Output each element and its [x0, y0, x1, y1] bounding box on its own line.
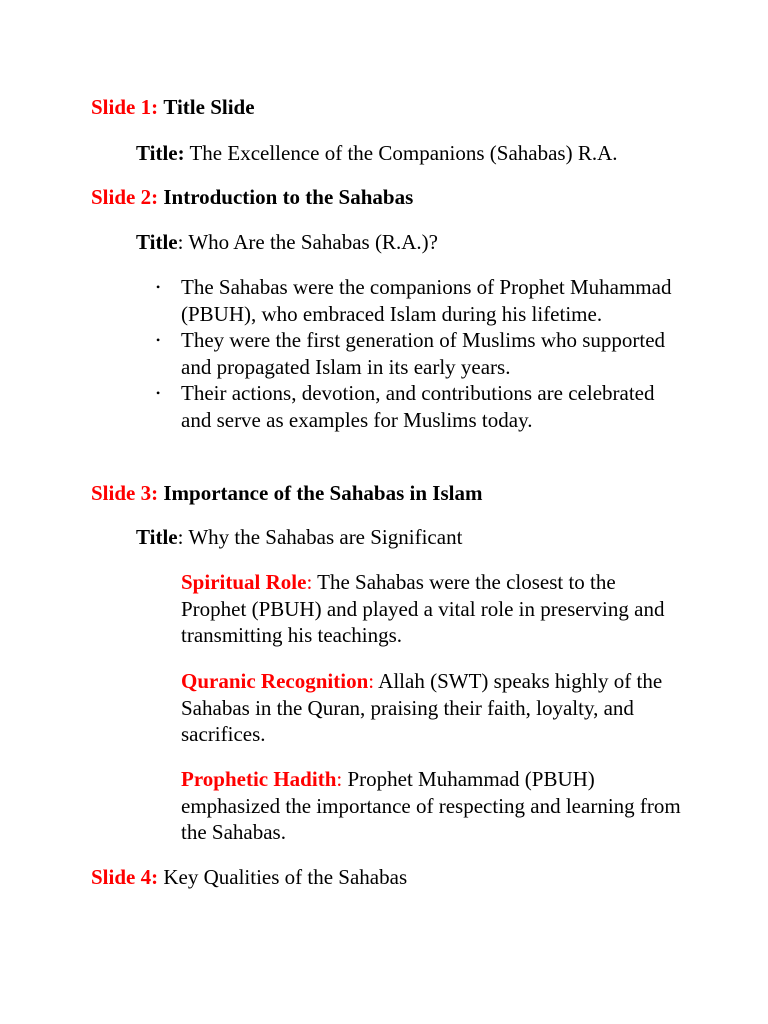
- point-text: The Sahabas were the closest to the Prophet (PBUH) and played a vital role in preserving and transmitting his teachings.: [181, 570, 665, 647]
- slide-heading-text: Title Slide: [163, 95, 255, 119]
- bullet-icon: •: [156, 280, 161, 294]
- slide-2-title: [136, 229, 438, 256]
- slide-1-title: [136, 140, 618, 167]
- point-colon: :: [306, 570, 313, 594]
- list-item-text: Their actions, devotion, and contributions are celebrated and serve as examples for Muslims today.: [181, 381, 655, 432]
- title-label: Title:: [136, 141, 185, 165]
- slide-3-point-quranic-recognition: [181, 668, 681, 748]
- title-label: Title: [136, 230, 178, 254]
- bullet-icon: •: [156, 386, 161, 400]
- slide-heading-text: Importance of the Sahabas in Islam: [163, 481, 483, 505]
- point-label: Quranic Recognition: [181, 669, 369, 693]
- list-item: [156, 327, 681, 380]
- point-colon: :: [336, 767, 343, 791]
- point-colon: :: [368, 669, 375, 693]
- title-text: The Excellence of the Companions (Sahabas) R.A.: [189, 141, 618, 165]
- point-text: Allah (SWT) speaks highly of the Sahabas in the Quran, praising their faith, loyalty, and sacrifices.: [181, 669, 663, 746]
- slide-3-title: [136, 524, 462, 551]
- title-text: : Who Are the Sahabas (R.A.)?: [177, 230, 438, 254]
- list-item-text: They were the first generation of Muslims who supported and propagated Islam in its early years.: [181, 328, 666, 379]
- slide-number: Slide 1:: [91, 95, 159, 119]
- slide-heading-text: Key Qualities of the Sahabas: [163, 865, 408, 889]
- list-item: [156, 274, 681, 327]
- slide-2-heading: [91, 184, 413, 211]
- slide-3-heading: [91, 480, 482, 507]
- slide-2-bullet-list: [156, 274, 681, 433]
- slide-number: Slide 4:: [91, 865, 159, 889]
- list-item-text: The Sahabas were the companions of Prophet Muhammad (PBUH), who embraced Islam during his lifetime.: [181, 275, 672, 326]
- slide-3-point-prophetic-hadith: [181, 766, 681, 846]
- list-item: [156, 380, 681, 433]
- title-label: Title: [136, 525, 178, 549]
- slide-3-point-spiritual-role: [181, 569, 681, 649]
- title-text: : Why the Sahabas are Significant: [177, 525, 463, 549]
- slide-1-heading: [91, 94, 255, 121]
- slide-heading-text: Introduction to the Sahabas: [163, 185, 414, 209]
- slide-number: Slide 3:: [91, 481, 159, 505]
- point-label: Spiritual Role: [181, 570, 307, 594]
- point-label: Prophetic Hadith: [181, 767, 337, 791]
- slide-4-heading: [91, 864, 407, 891]
- bullet-icon: •: [156, 333, 161, 347]
- point-text: Prophet Muhammad (PBUH) emphasized the importance of respecting and learning from the Sahabas.: [181, 767, 681, 844]
- slide-number: Slide 2:: [91, 185, 159, 209]
